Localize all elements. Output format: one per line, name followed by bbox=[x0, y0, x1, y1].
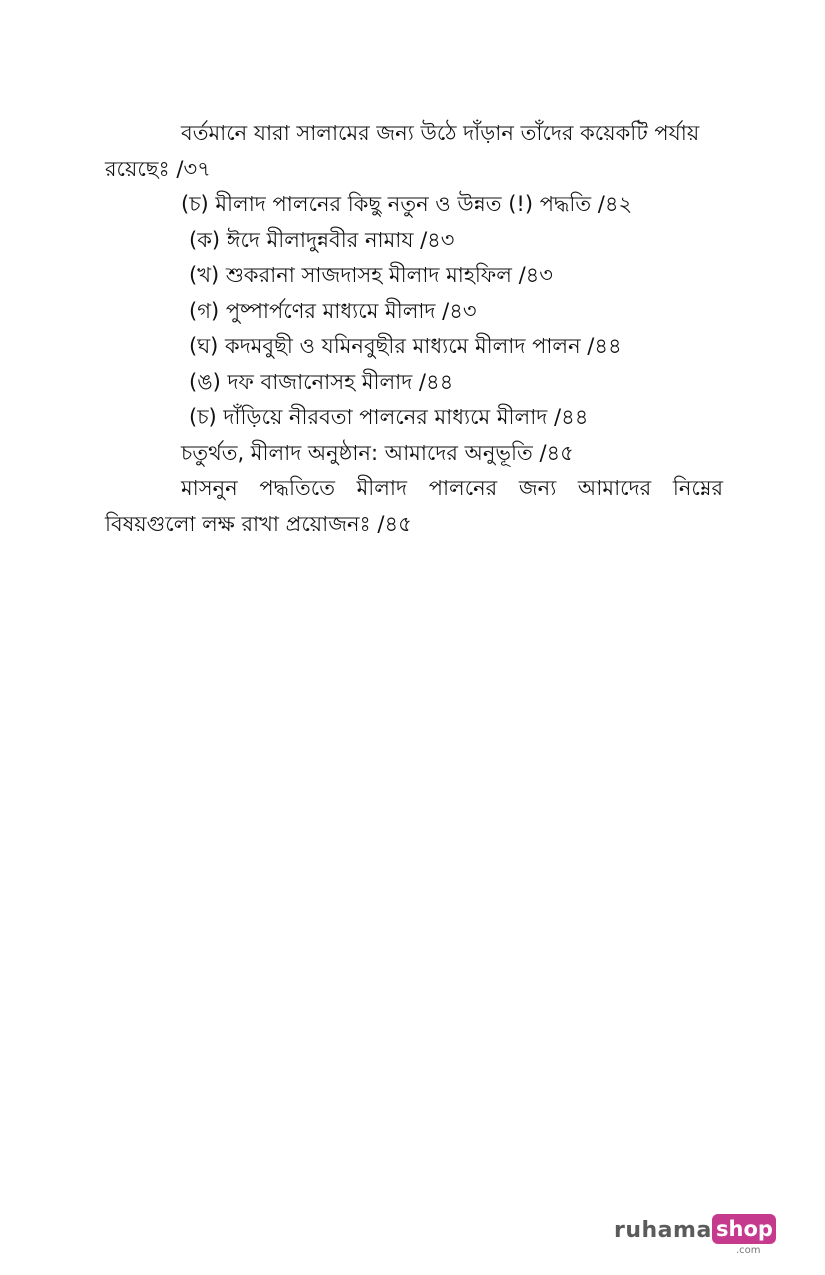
toc-line-11: মাসনুন পদ্ধতিতে মীলাদ পালনের জন্য আমাদের নিম্নের bbox=[181, 476, 723, 500]
toc-line-1: বর্তমানে যারা সালামের জন্য উঠে দাঁড়ান তাঁদের কয়েকটি পর্যায় bbox=[181, 121, 700, 145]
toc-line-6: (গ) পুষ্পার্পণের মাধ্যমে মীলাদ /৪৩ bbox=[189, 298, 477, 323]
toc-line-7: (ঘ) কদমবুছী ও যমিনবুছীর মাধ্যমে মীলাদ পালন /৪৪ bbox=[189, 334, 622, 358]
logo-domain-text: .com bbox=[736, 1245, 761, 1256]
toc-line-5: (খ) শুকরানা সাজদাসহ মীলাদ মাহফিল /৪৩ bbox=[189, 263, 553, 287]
toc-line-3: (চ) মীলাদ পালনের কিছু নতুন ও উন্নত (!) পদ্ধতি /৪২ bbox=[181, 192, 633, 216]
logo-shop-text: shop bbox=[716, 1217, 773, 1241]
table-of-contents-text bbox=[105, 116, 723, 542]
toc-line-10: চতুর্থত, মীলাদ অনুষ্ঠান: আমাদের অনুভূতি /৪৫ bbox=[181, 440, 574, 465]
toc-line-4: (ক) ঈদে মীলাদুন্নবীর নামায /৪৩ bbox=[189, 227, 455, 252]
toc-line-2: রয়েছেঃ /৩৭ bbox=[105, 156, 211, 181]
ruhamashop-watermark-logo bbox=[614, 1214, 784, 1262]
toc-line-12: বিষয়গুলো লক্ষ রাখা প্রয়োজনঃ /৪৫ bbox=[105, 511, 412, 536]
toc-line-8: (ঙ) দফ বাজানোসহ মীলাদ /৪৪ bbox=[189, 369, 454, 394]
logo-brand-text: ruhama bbox=[614, 1218, 712, 1243]
toc-line-9: (চ) দাঁড়িয়ে নীরবতা পালনের মাধ্যমে মীলাদ /৪৪ bbox=[189, 405, 589, 429]
